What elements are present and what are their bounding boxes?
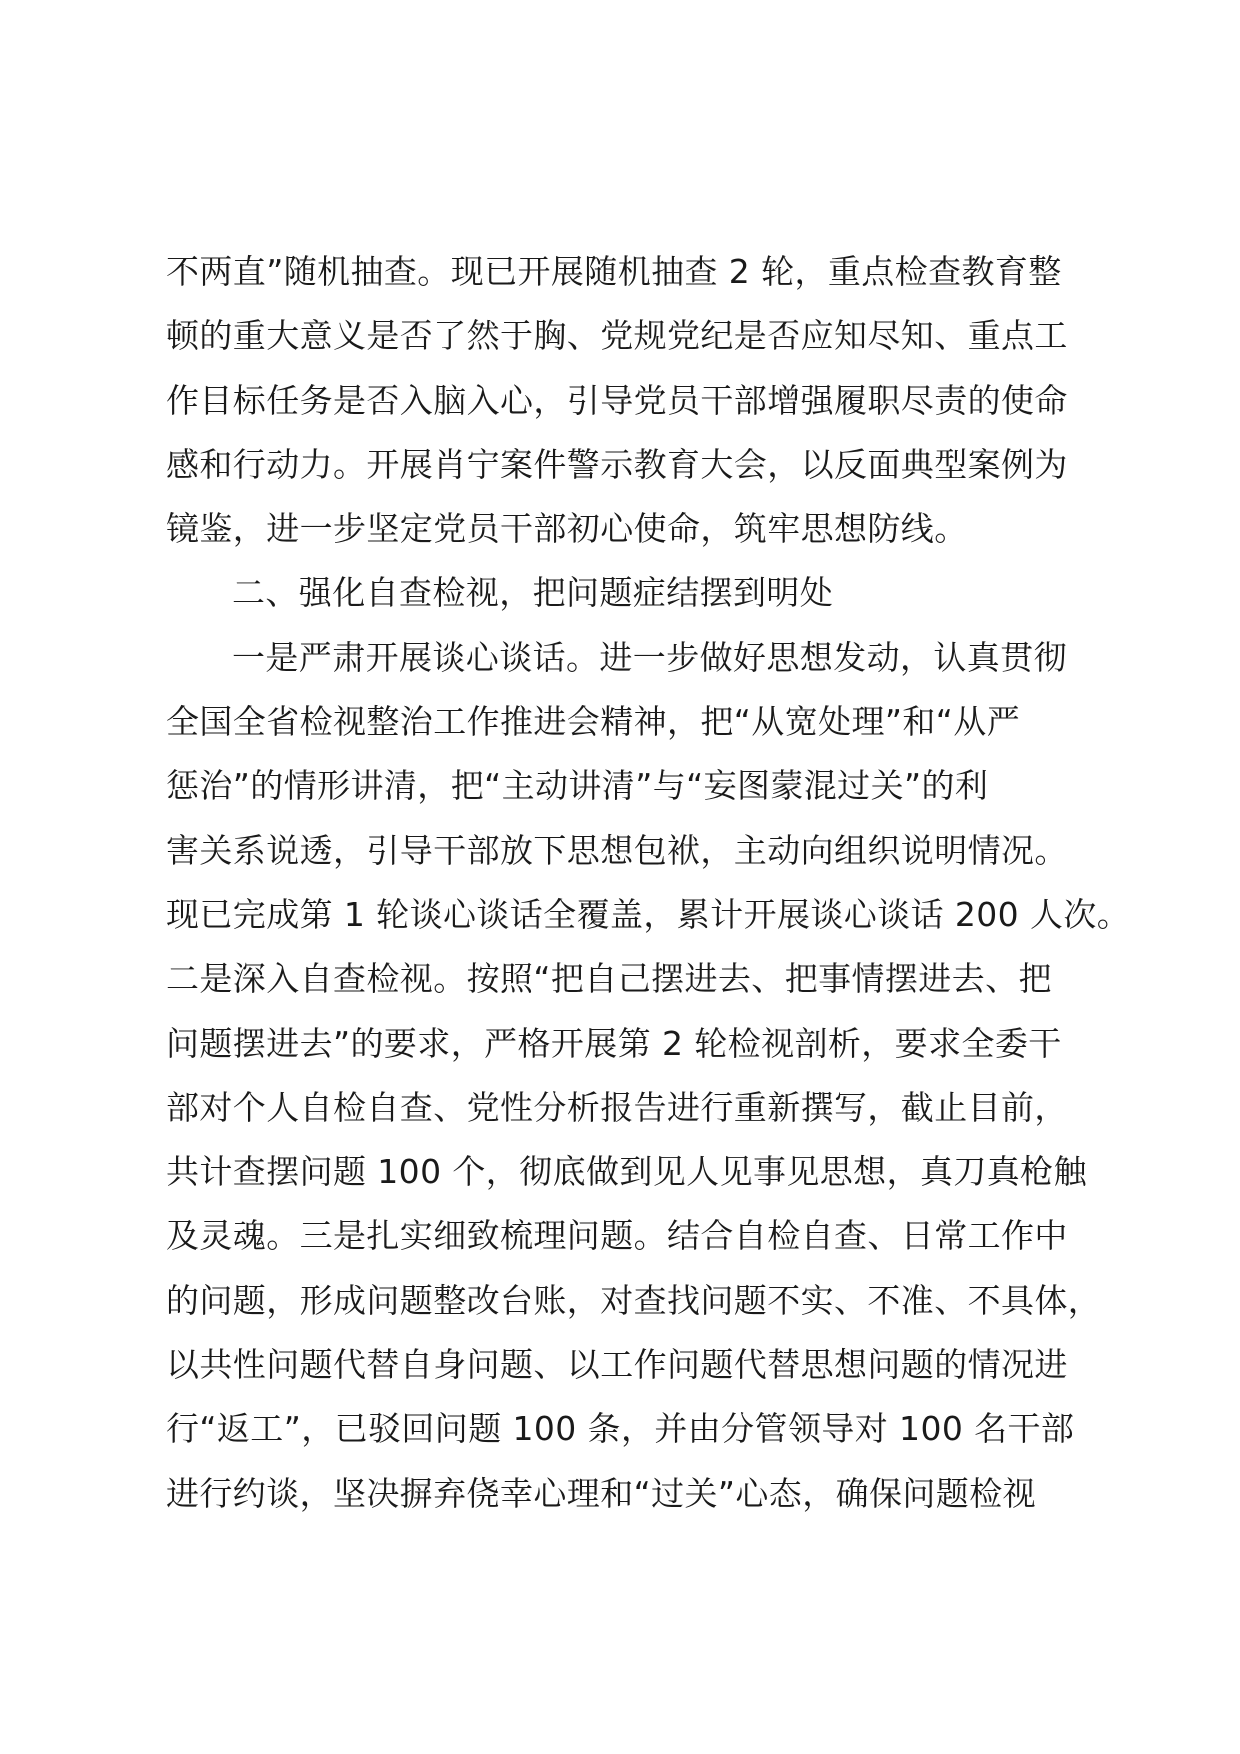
text-line-17: 的问题，形成问题整改台账，对查找问题不实、不准、不具体， [166, 1280, 1102, 1320]
text-line-20: 进行约谈，坚决摒弃侥幸心理和“过关”心态，确保问题检视 [166, 1473, 1036, 1513]
text-line-15: 共计查摆问题 100 个，彻底做到见人见事见思想，真刀真枪触 [166, 1152, 1087, 1192]
text-line-11: 现已完成第 1 轮谈心谈话全覆盖，累计开展谈心谈话 200 人次。 [166, 894, 1131, 934]
body-text [166, 240, 1131, 1526]
text-line-18: 以共性问题代替自身问题、以工作问题代替思想问题的情况进 [166, 1345, 1068, 1385]
text-line-1: 不两直”随机抽查。现已开展随机抽查 2 轮，重点检查教育整 [166, 252, 1062, 291]
section-heading: 二、强化自查检视，把问题症结摆到明处 [232, 573, 834, 613]
text-line-12: 二是深入自查检视。按照“把自己摆进去、把事情摆进去、把 [166, 959, 1052, 999]
text-line-4: 感和行动力。开展肖宁案件警示教育大会，以反面典型案例为 [166, 444, 1068, 484]
paragraph-start: 一是严肃开展谈心谈话。进一步做好思想发动，认真贯彻 [232, 637, 1067, 677]
text-line-5: 镜鉴，进一步坚定党员干部初心使命，筑牢思想防线。 [166, 509, 968, 549]
text-line-13: 问题摆进去”的要求，严格开展第 2 轮检视剖析，要求全委干 [166, 1023, 1062, 1063]
text-line-19: 行“返工”，已驳回问题 100 条，并由分管领导对 100 名干部 [166, 1409, 1075, 1449]
text-line-3: 作目标任务是否入脑入心，引导党员干部增强履职尽责的使命 [166, 380, 1068, 420]
text-line-16: 及灵魂。三是扎实细致梳理问题。结合自检自查、日常工作中 [166, 1216, 1068, 1256]
text-line-9: 惩治”的情形讲清，把“主动讲清”与“妄图蒙混过关”的利 [166, 766, 989, 806]
text-line-10: 害关系说透，引导干部放下思想包袱，主动向组织说明情况。 [166, 830, 1068, 870]
text-line-8: 全国全省检视整治工作推进会精神，把“从宽处理”和“从严 [166, 702, 1021, 742]
text-line-2: 顿的重大意义是否了然于胸、党规党纪是否应知尽知、重点工 [166, 316, 1068, 356]
text-line-14: 部对个人自检自查、党性分析报告进行重新撰写，截止目前， [166, 1087, 1068, 1127]
